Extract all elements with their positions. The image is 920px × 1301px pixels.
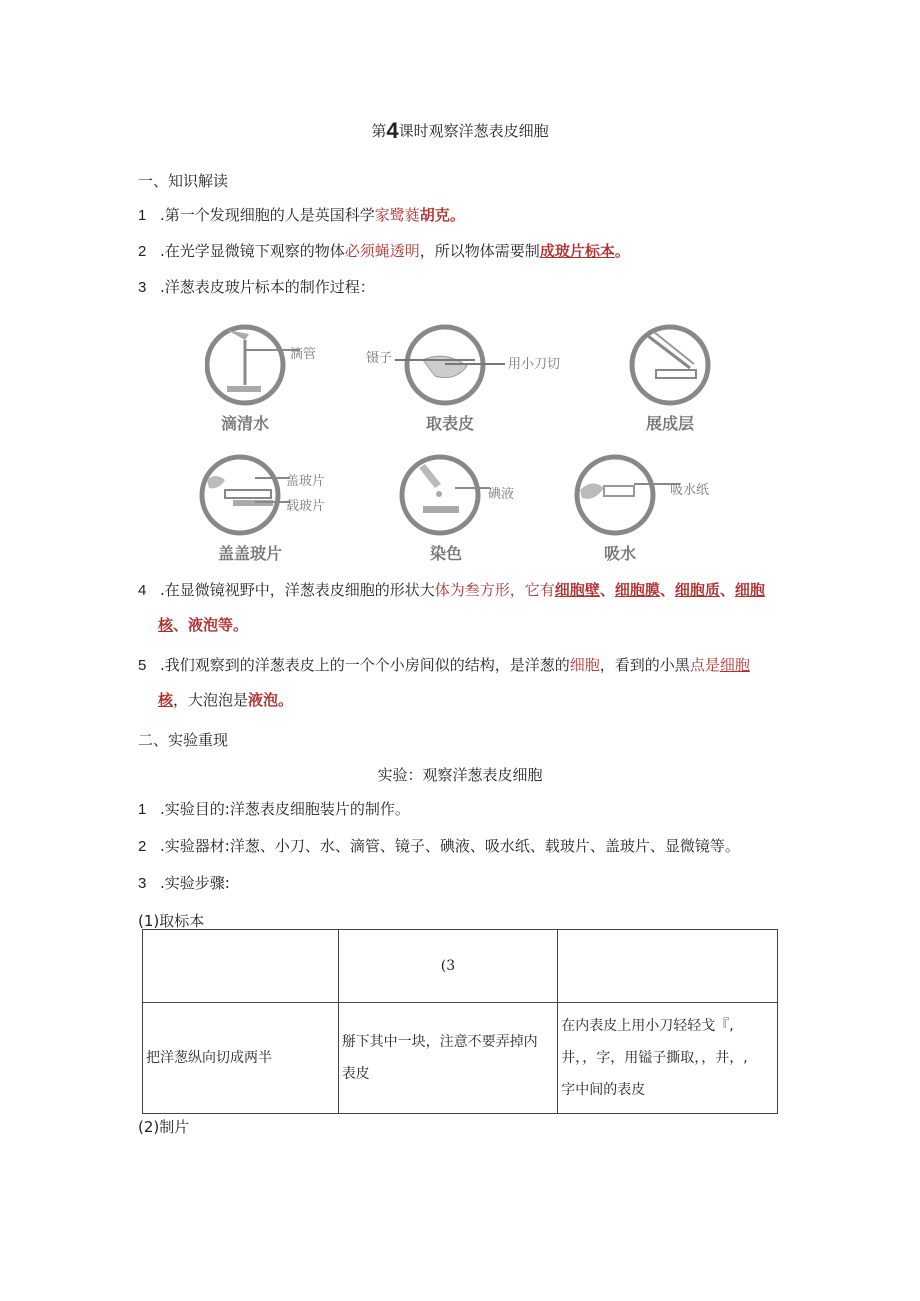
punct: 。	[449, 206, 465, 224]
item-text: .在显微镜视野中，洋葱表皮细胞的形状大	[160, 581, 435, 599]
title-number: 4	[386, 118, 399, 143]
drop-water-illustration	[205, 320, 305, 410]
page-title	[0, 118, 920, 144]
item-text: ，所以物体需要制	[419, 242, 540, 260]
punct: 、	[719, 581, 735, 599]
item-text: .洋葱表皮玻片标本的制作过程：	[160, 278, 375, 296]
answer-text: 核	[158, 691, 174, 709]
table-cell: (3	[338, 930, 558, 1003]
title-text: 课时观察洋葱表皮细胞	[398, 122, 549, 140]
item-text: .实验目的:洋葱表皮细胞装片的制作。	[160, 800, 410, 818]
figure-cover-slip	[195, 450, 295, 540]
item-text: ，看到的小黑	[599, 656, 690, 674]
knowledge-item-4	[138, 579, 765, 600]
cell-line: 掰下其中一块，注意不要弄掉内	[341, 1034, 538, 1050]
item-number: 3	[138, 875, 147, 892]
item-text: .我们观察到的洋葱表皮上的一个个小房间似的结构，是洋葱的	[160, 656, 570, 674]
item-number: 2	[138, 243, 147, 260]
item-text: .实验步骤:	[160, 874, 230, 892]
punct: 、	[599, 581, 615, 599]
step-2-label: (2)制片	[138, 1118, 190, 1136]
answer-text: 等。	[218, 616, 249, 634]
title-prefix: 第	[371, 122, 387, 140]
caption-take-peel: 取表皮	[425, 414, 474, 433]
label-coverslip: 盖玻片	[286, 474, 326, 489]
table-cell	[558, 1003, 778, 1114]
caption-stain: 染色	[429, 544, 462, 563]
table-cell	[558, 930, 778, 1003]
answer-text: 成玻片标本	[539, 242, 615, 260]
absorb-water-illustration	[570, 450, 680, 540]
answer-text: 点是	[689, 656, 720, 674]
item-text: ，大泡泡是	[173, 691, 249, 709]
punct: 、	[173, 616, 189, 634]
step-1-label: (1)取标本	[138, 912, 205, 930]
punct: 。	[278, 691, 294, 709]
table-cell	[143, 930, 339, 1003]
punct: 。	[614, 242, 630, 260]
label-knife: 用小刀切	[508, 357, 561, 372]
section-heading-1: 一、知识解读	[138, 172, 229, 190]
cell-line: 在内表皮上用小刀轻轻戈『,	[561, 1018, 734, 1034]
take-peel-illustration	[395, 320, 505, 410]
answer-text: 体为叁方形，它有	[434, 581, 555, 599]
experiment-title: 实验：观察洋葱表皮细胞	[377, 766, 543, 784]
experiment-item-2	[138, 835, 740, 856]
answer-text: 家鹭蕤	[374, 206, 420, 224]
experiment-item-1	[138, 798, 410, 819]
label-dropper: 滴管	[290, 347, 317, 362]
stain-illustration	[395, 450, 495, 540]
figure-take-peel	[395, 320, 505, 410]
preparation-process-figure	[190, 315, 730, 565]
answer-text: 细胞膜	[614, 581, 660, 599]
caption-cover-slip: 盖盖玻片	[217, 544, 282, 563]
section-heading-2: 二、实验重现	[138, 731, 229, 749]
answer-text: 液泡	[248, 691, 279, 709]
table-row	[143, 930, 778, 1003]
table-cell	[338, 1003, 558, 1114]
item-number: 2	[138, 838, 147, 855]
figure-stain	[395, 450, 495, 540]
item-number: 1	[138, 207, 147, 224]
knowledge-item-5-cont	[158, 689, 293, 710]
figure-spread-layer	[620, 320, 720, 410]
spread-layer-illustration	[620, 320, 720, 410]
item-text: .在光学显微镜下观察的物体	[160, 242, 345, 260]
item-number: 3	[138, 279, 147, 296]
experiment-item-3	[138, 872, 230, 893]
cover-slip-illustration	[195, 450, 295, 540]
item-number: 1	[138, 801, 147, 818]
item-number: 4	[138, 582, 147, 599]
knowledge-item-1	[138, 204, 465, 225]
figure-absorb-water	[570, 450, 680, 540]
punct: 、	[659, 581, 675, 599]
table-row	[143, 1003, 778, 1114]
table-cell: 把洋葱纵向切成两半	[143, 1003, 339, 1114]
label-iodine: 碘液	[488, 487, 515, 502]
caption-drop-water: 滴清水	[220, 414, 269, 433]
sampling-steps-table	[142, 929, 778, 1114]
caption-absorb-water: 吸水	[603, 544, 636, 563]
answer-text: 胡克	[419, 206, 450, 224]
answer-text: 细胞壁	[554, 581, 600, 599]
item-number: 5	[138, 657, 147, 674]
item-text: .实验器材:洋葱、小刀、水、滴管、镜子、碘液、吸水纸、载玻片、盖玻片、显微镜等。	[160, 837, 740, 855]
answer-text: 必须蝇透明	[344, 242, 420, 260]
figure-drop-water	[205, 320, 305, 410]
answer-text: 细胞	[719, 656, 750, 674]
label-tweezers: 镊子	[366, 351, 393, 366]
answer-text: 细胞质	[674, 581, 720, 599]
cell-line: 井，，字，用镒子撕取，，井，,	[561, 1050, 748, 1066]
answer-text: 液泡	[188, 616, 219, 634]
caption-spread-layer: 展成层	[645, 414, 694, 433]
knowledge-item-4-cont	[158, 614, 248, 635]
answer-text: 细胞	[569, 656, 600, 674]
knowledge-item-3	[138, 276, 375, 297]
item-text: .第一个发现细胞的人是英国科学	[160, 206, 375, 224]
knowledge-item-5	[138, 654, 750, 675]
answer-text: 核	[158, 616, 174, 634]
knowledge-item-2	[138, 240, 630, 261]
label-absorbent-paper: 吸水纸	[670, 483, 710, 498]
answer-text: 细胞	[734, 581, 765, 599]
cell-line: 字中间的表皮	[561, 1082, 646, 1098]
cell-line: 表皮	[341, 1066, 370, 1082]
label-slide: 载玻片	[286, 499, 326, 514]
